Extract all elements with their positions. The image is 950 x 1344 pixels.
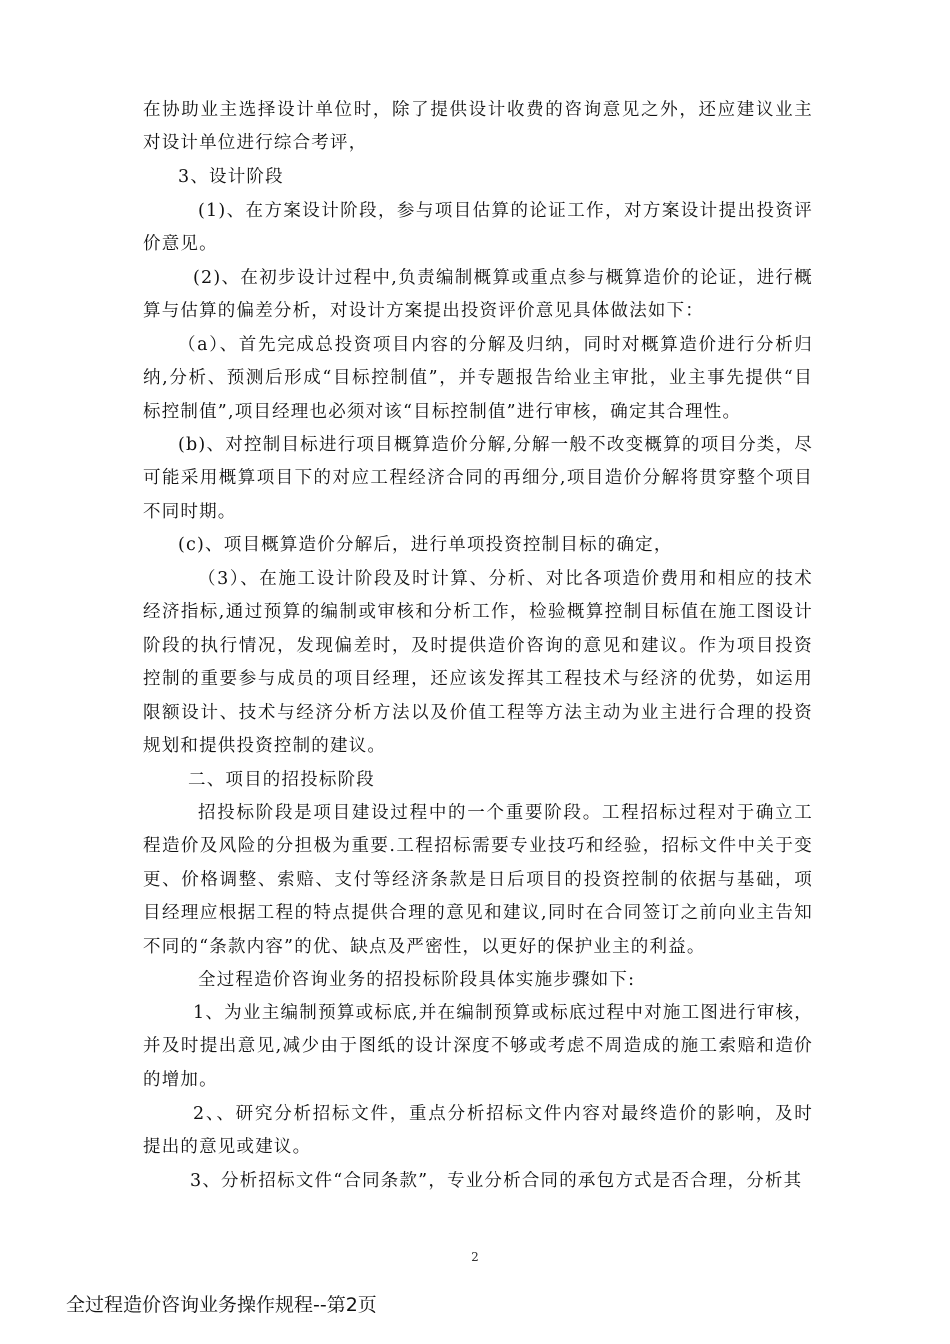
- paragraph-10: 全过程造价咨询业务的招投标阶段具体实施步骤如下:: [198, 970, 636, 990]
- paragraph-11: 1、为业主编制预算或标底,并在编制预算或标底过程中对施工图进行审核，并及时提出意见,减少由于图纸的设计深度不够或考虑不周造成的施工索赔和造价的增加。: [143, 1003, 813, 1090]
- paragraph-3: (1)、在方案设计阶段，参与项目估算的论证工作，对方案设计提出投资评价意见。: [143, 201, 813, 255]
- paragraph-7: (c)、项目概算造价分解后，进行单项投资控制目标的确定，: [178, 535, 673, 555]
- paragraph-2: 3、设计阶段: [178, 167, 284, 187]
- footer-title: 全过程造价咨询业务操作规程--第2页: [66, 1294, 377, 1316]
- paragraph-13: 3、分析招标文件“合同条款”，专业分析合同的承包方式是否合理，分析其: [190, 1171, 803, 1191]
- paragraph-5: （a）、首先完成总投资项目内容的分解及归纳，同时对概算造价进行分析归纳,分析、预测后形成“目标控制值”，并专题报告给业主审批，业主事先提供“目标控制值”,项目经理也必须对该“目标控制值”进行审核，确定其合理性。: [143, 335, 813, 422]
- paragraph-6: (b)、对控制目标进行项目概算造价分解,分解一般不改变概算的项目分类，尽可能采用概算项目下的对应工程经济合同的再细分,项目造价分解将贯穿整个项目不同时期。: [143, 435, 813, 522]
- paragraph-9: 招投标阶段是项目建设过程中的一个重要阶段。工程招标过程对于确立工程造价及风险的分担极为重要.工程招标需要专业技巧和经验，招标文件中关于变更、价格调整、索赔、支付等经济条款是日后项目的投资控制的依据与基础，项目经理应根据工程的特点提供合理的意见和建议,同时在合同签订之前向业主告知不同的“条款内容”的优、缺点及严密性，以更好的保护业主的利益。: [143, 803, 813, 957]
- paragraph-12: 2、、研究分析招标文件，重点分析招标文件内容对最终造价的影响，及时提出的意见或建议。: [143, 1104, 813, 1158]
- page-number: 2: [471, 1250, 479, 1264]
- paragraph-8: （3）、在施工设计阶段及时计算、分析、对比各项造价费用和相应的技术经济指标,通过预算的编制或审核和分析工作，检验概算控制目标值在施工图设计阶段的执行情况，发现偏差时，及时提供造价咨询的意见和建议。作为项目投资控制的重要参与成员的项目经理，还应该发挥其工程技术与经济的优势，如运用限额设计、技术与经济分析方法以及价值工程等方法主动为业主进行合理的投资规划和提供投资控制的建议。: [143, 569, 813, 757]
- section-heading: 二、项目的招投标阶段: [188, 770, 375, 790]
- paragraph-1: 在协助业主选择设计单位时，除了提供设计收费的咨询意见之外，还应建议业主对设计单位进行综合考评，: [143, 100, 813, 154]
- paragraph-4: (2)、在初步设计过程中,负责编制概算或重点参与概算造价的论证，进行概算与估算的偏差分析，对设计方案提出投资评价意见具体做法如下：: [143, 268, 813, 322]
